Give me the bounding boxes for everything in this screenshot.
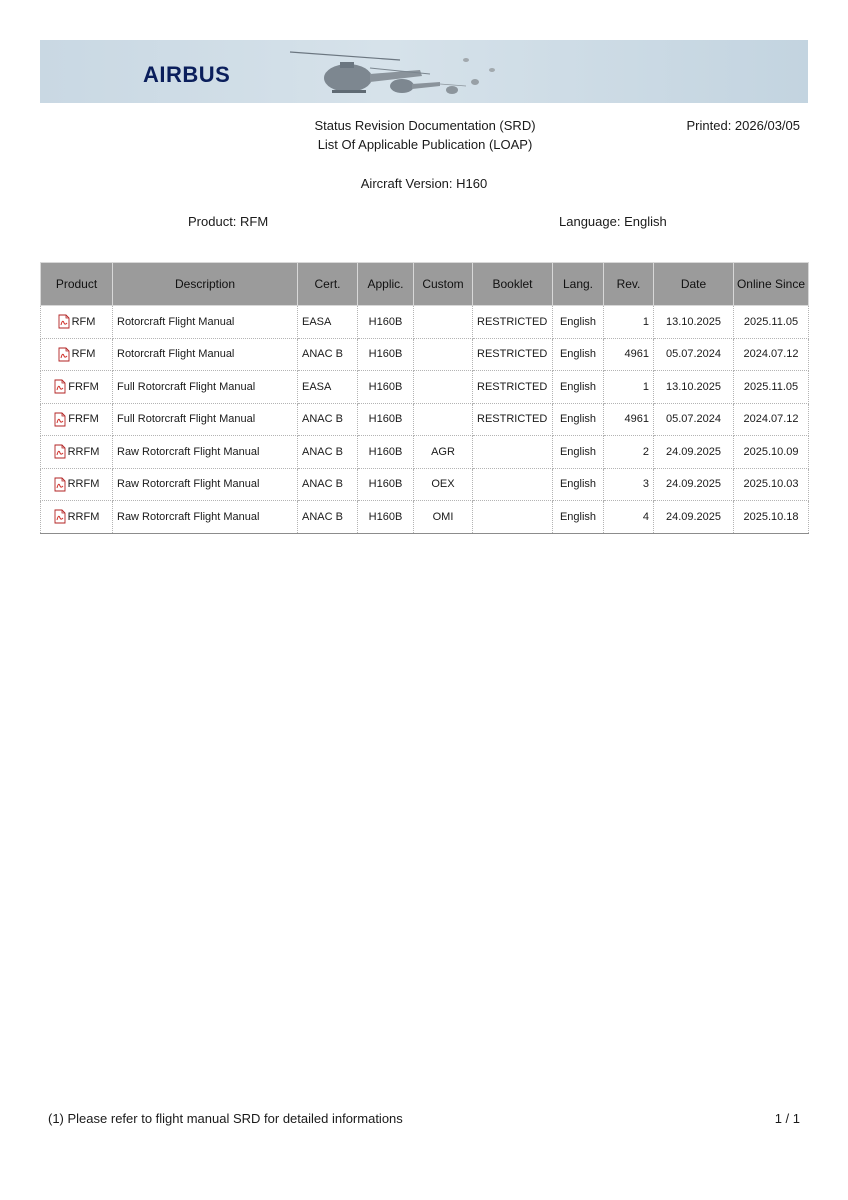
col-header-rev: Rev. xyxy=(604,263,654,306)
product-cell[interactable] xyxy=(41,338,113,371)
product-cell[interactable] xyxy=(41,306,113,339)
rev-cell: 1 xyxy=(604,371,654,404)
product-code[interactable]: RFM xyxy=(71,315,96,328)
table-row xyxy=(41,306,809,339)
custom-cell: OMI xyxy=(414,501,473,534)
cert-cell: ANAC B xyxy=(298,501,358,534)
applic-cell: H160B xyxy=(358,501,414,534)
pdf-file-icon[interactable] xyxy=(54,412,66,427)
applic-cell: H160B xyxy=(358,436,414,469)
col-header-cert: Cert. xyxy=(298,263,358,306)
description-cell: Rotorcraft Flight Manual xyxy=(113,338,298,371)
online-since-cell: 2024.07.12 xyxy=(734,338,809,371)
document-title: Status Revision Documentation (SRD) xyxy=(314,118,536,133)
description-cell: Rotorcraft Flight Manual xyxy=(113,306,298,339)
online-since-cell: 2025.10.03 xyxy=(734,468,809,501)
description-cell: Raw Rotorcraft Flight Manual xyxy=(113,436,298,469)
applic-cell: H160B xyxy=(358,371,414,404)
online-since-cell: 2025.10.09 xyxy=(734,436,809,469)
printed-date: Printed: 2026/03/05 xyxy=(686,118,800,133)
rev-cell: 4 xyxy=(604,501,654,534)
col-header-product: Product xyxy=(41,263,113,306)
lang-cell: English xyxy=(553,338,604,371)
lang-cell: English xyxy=(553,468,604,501)
online-since-cell: 2024.07.12 xyxy=(734,403,809,436)
rev-cell: 4961 xyxy=(604,338,654,371)
table-row xyxy=(41,468,809,501)
language-label: Language: English xyxy=(559,214,667,229)
rev-cell: 3 xyxy=(604,468,654,501)
product-code[interactable]: RRFM xyxy=(67,478,100,491)
product-label: Product: RFM xyxy=(188,214,269,229)
date-cell: 05.07.2024 xyxy=(654,338,734,371)
table-row xyxy=(41,501,809,534)
col-header-lang: Lang. xyxy=(553,263,604,306)
date-cell: 24.09.2025 xyxy=(654,468,734,501)
custom-cell: OEX xyxy=(414,468,473,501)
page-number: 1 / 1 xyxy=(774,1111,800,1126)
pdf-file-icon[interactable] xyxy=(58,314,70,329)
table-row xyxy=(41,371,809,404)
product-code[interactable]: FRFM xyxy=(68,380,99,393)
description-cell: Full Rotorcraft Flight Manual xyxy=(113,403,298,436)
lang-cell: English xyxy=(553,436,604,469)
description-cell: Full Rotorcraft Flight Manual xyxy=(113,371,298,404)
pdf-file-icon[interactable] xyxy=(58,347,70,362)
lang-cell: English xyxy=(553,306,604,339)
pdf-file-icon[interactable] xyxy=(54,509,66,524)
lang-cell: English xyxy=(553,501,604,534)
col-header-online-since: Online Since xyxy=(734,263,809,306)
table-row xyxy=(41,338,809,371)
cert-cell: ANAC B xyxy=(298,338,358,371)
product-cell[interactable] xyxy=(41,501,113,534)
table-header-row xyxy=(41,263,809,306)
booklet-cell xyxy=(473,468,553,501)
applic-cell: H160B xyxy=(358,403,414,436)
table-row xyxy=(41,403,809,436)
lang-cell: English xyxy=(553,371,604,404)
footnote: (1) Please refer to flight manual SRD for detailed informations xyxy=(48,1111,403,1126)
online-since-cell: 2025.10.18 xyxy=(734,501,809,534)
col-header-applic: Applic. xyxy=(358,263,414,306)
product-code[interactable]: RRFM xyxy=(67,510,100,523)
pdf-file-icon[interactable] xyxy=(54,444,66,459)
product-cell[interactable] xyxy=(41,371,113,404)
product-code[interactable]: RFM xyxy=(71,348,96,361)
custom-cell xyxy=(414,306,473,339)
header-banner xyxy=(40,40,808,103)
custom-cell xyxy=(414,403,473,436)
applic-cell: H160B xyxy=(358,338,414,371)
booklet-cell xyxy=(473,501,553,534)
date-cell: 05.07.2024 xyxy=(654,403,734,436)
description-cell: Raw Rotorcraft Flight Manual xyxy=(113,501,298,534)
custom-cell xyxy=(414,371,473,404)
airbus-logo: AIRBUS xyxy=(143,62,231,87)
date-cell: 24.09.2025 xyxy=(654,501,734,534)
description-cell: Raw Rotorcraft Flight Manual xyxy=(113,468,298,501)
document-subtitle: List Of Applicable Publication (LOAP) xyxy=(317,137,533,152)
lang-cell: English xyxy=(553,403,604,436)
cert-cell: EASA xyxy=(298,371,358,404)
pdf-file-icon[interactable] xyxy=(54,379,66,394)
publications-table xyxy=(40,262,809,534)
col-header-date: Date xyxy=(654,263,734,306)
rev-cell: 1 xyxy=(604,306,654,339)
helicopter-image xyxy=(270,40,530,103)
booklet-cell: RESTRICTED xyxy=(473,338,553,371)
rev-cell: 4961 xyxy=(604,403,654,436)
cert-cell: ANAC B xyxy=(298,436,358,469)
pdf-file-icon[interactable] xyxy=(54,477,66,492)
custom-cell: AGR xyxy=(414,436,473,469)
applic-cell: H160B xyxy=(358,468,414,501)
col-header-booklet: Booklet xyxy=(473,263,553,306)
date-cell: 13.10.2025 xyxy=(654,371,734,404)
online-since-cell: 2025.11.05 xyxy=(734,306,809,339)
aircraft-version: Aircraft Version: H160 xyxy=(360,176,488,191)
product-code[interactable]: RRFM xyxy=(67,445,100,458)
table-row xyxy=(41,436,809,469)
booklet-cell: RESTRICTED xyxy=(473,306,553,339)
product-code[interactable]: FRFM xyxy=(68,413,99,426)
date-cell: 13.10.2025 xyxy=(654,306,734,339)
custom-cell xyxy=(414,338,473,371)
date-cell: 24.09.2025 xyxy=(654,436,734,469)
product-cell[interactable] xyxy=(41,403,113,436)
col-header-custom: Custom xyxy=(414,263,473,306)
rev-cell: 2 xyxy=(604,436,654,469)
booklet-cell: RESTRICTED xyxy=(473,403,553,436)
online-since-cell: 2025.11.05 xyxy=(734,371,809,404)
col-header-description: Description xyxy=(113,263,298,306)
booklet-cell: RESTRICTED xyxy=(473,371,553,404)
product-cell[interactable] xyxy=(41,468,113,501)
cert-cell: EASA xyxy=(298,306,358,339)
applic-cell: H160B xyxy=(358,306,414,339)
cert-cell: ANAC B xyxy=(298,403,358,436)
booklet-cell xyxy=(473,436,553,469)
product-cell[interactable] xyxy=(41,436,113,469)
cert-cell: ANAC B xyxy=(298,468,358,501)
